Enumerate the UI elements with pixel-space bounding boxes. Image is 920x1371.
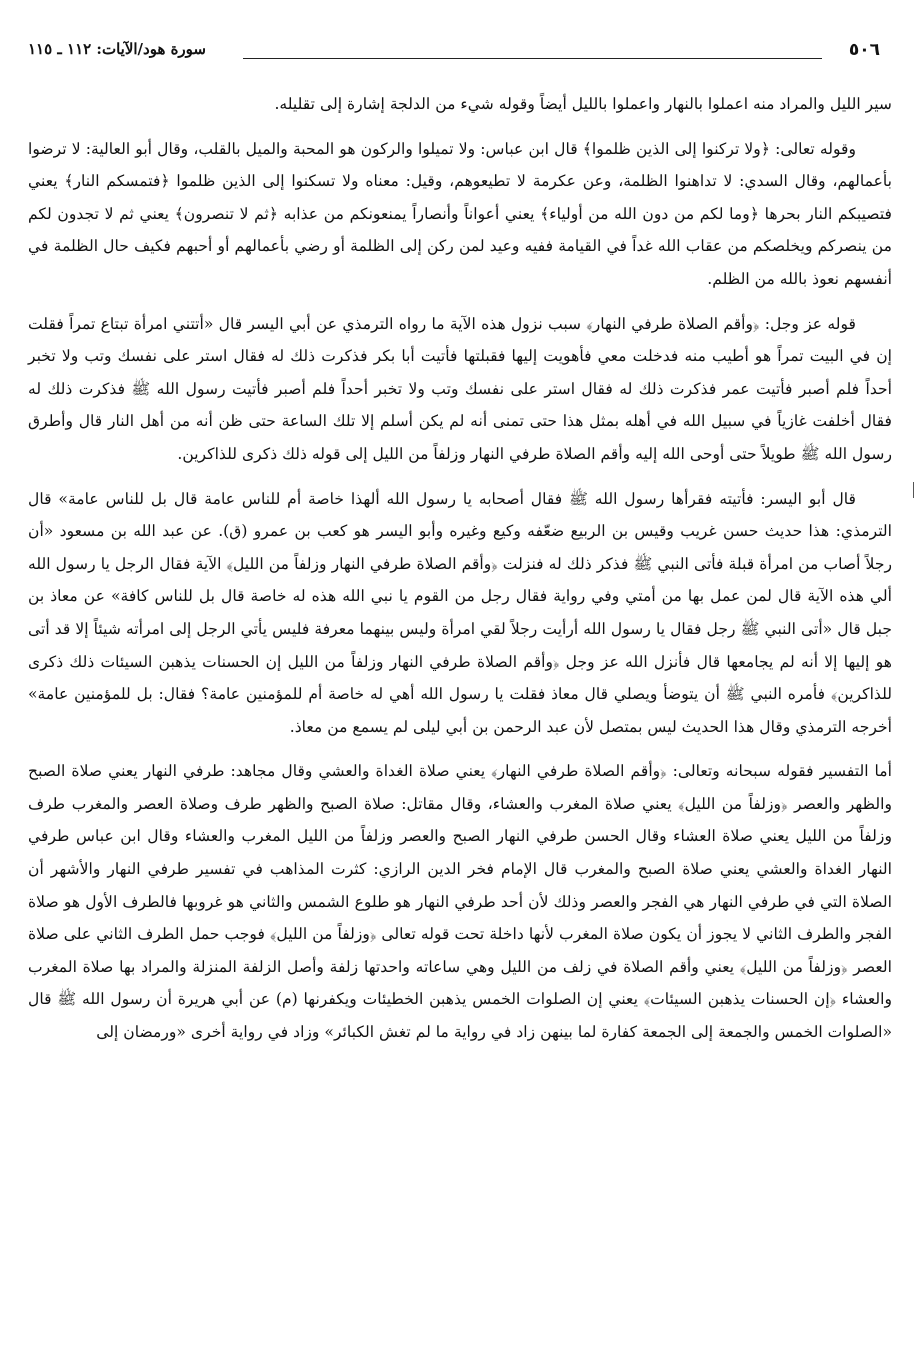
page-header xyxy=(28,38,880,68)
paragraph-abu-al-yusr: قال أبو اليسر: فأتيته فقرأها رسول الله ﷺ فقال أصحابه يا رسول الله ألهذا خاصة أم للناس عامة قال بل للناس عامة» قال الترمذي: هذا حديث حسن غريب وقيس بن الربيع ضعّفه وكيع وغيره وأبو اليسر هو كعب بن عمرو (ق). عن عبد الله بن مسعود «أن رجلاً أصاب من امرأة قبلة فأتى النبي ﷺ فذكر ذلك له فنزلت ﴿وأقم الصلاة طرفي النهار وزلفاً من الليل﴾ الآية فقال الرجل يا رسول الله ألي هذه الآية قال لمن عمل بها من أمتي وفي رواية فقال رجل من القوم يا نبي الله هذه له خاصة قال بل للناس كافة» عن معاذ بن جبل قال «أتى النبي ﷺ رجل فقال يا رسول الله أرأيت رجلاً لقي امرأة وليس بينهما معرفة فليس يأتي الرجل إلى امرأته شيئاً إلا قد أتى هو إليها إلا أنه لم يجامعها قال فأنزل الله عز وجل ﴿وأقم الصلاة طرفي النهار وزلفاً من الليل إن الحسنات يذهبن السيئات ذلك ذكرى للذاكرين﴾ فأمره النبي ﷺ أن يتوضأ ويصلي قال معاذ فقلت يا رسول الله أهي له خاصة أم للمؤمنين عامة؟ فقال: بل للمؤمنين عامة» أخرجه الترمذي وقال هذا الحديث ليس بمتصل لأن عبد الرحمن بن أبي ليلى لم يسمع من معاذ. xyxy=(28,489,892,736)
paragraph-continuation: سير الليل والمراد منه اعملوا بالنهار واعملوا بالليل أيضاً وقوله شيء من الدلجة إشارة إلى تقليله. xyxy=(274,95,892,113)
header-rule xyxy=(243,58,822,59)
paragraph-la-tarkanu: وقوله تعالى: ﴿ولا تركنوا إلى الذين ظلموا﴾ قال ابن عباس: ولا تميلوا والركون هو المحبة والميل بالقلب، وقال أبو العالية: لا ترضوا بأعمالهم، وقال السدي: لا تداهنوا الظلمة، وعن عكرمة لا تطيعوهم، وقيل: معناه ولا تسكنوا إلى الذين ظلموا ﴿فتمسكم النار﴾ يعني فتصيبكم النار بحرها ﴿وما لكم من دون الله من أولياء﴾ يعني أعواناً وأنصاراً يمنعونكم من عذابه ﴿ثم لا تنصرون﴾ يعني ثم لا تجدون لكم من ينصركم ويخلصكم من عقاب الله غداً في القيامة ففيه وعيد لمن ركن إلى الظلمة أو رضي بأعمالهم أو أحبهم فكيف حال الظلمة في أنفسهم نعوذ بالله من الظلم. xyxy=(28,139,892,288)
page-number: ٥٠٦ xyxy=(848,40,880,60)
margin-mark xyxy=(913,482,914,498)
running-title: سورة هود/الآيات: ١١٢ ـ ١١٥ xyxy=(28,40,206,58)
body-text xyxy=(28,88,892,1061)
paragraph-aqim-salat: قوله عز وجل: ﴿وأقم الصلاة طرفي النهار﴾ سبب نزول هذه الآية ما رواه الترمذي عن أبي اليسر قال «أتتني امرأة تبتاع تمراً فقلت إن في البيت تمراً هو أطيب منه فدخلت معي فأهويت إليها فقبلتها فأتيت أبا بكر فذكرت ذلك له فقال استر على نفسك وتب ولا تخبر أحداً فلم أصبر فأتيت عمر فذكرت ذلك له فقال استر على نفسك وتب ولا تخبر أحداً فلم أصبر فأتيت رسول الله ﷺ فذكرت ذلك له فقال أخلفت غازياً في سبيل الله في أهله بمثل هذا حتى تمنى أنه لم يكن أسلم إلا تلك الساعة حتى ظن أنه من أهل النار قال وأطرق رسول الله ﷺ طويلاً حتى أوحى الله إليه وأقم الصلاة طرفي النهار وزلفاً من الليل إلى قوله ذلك ذكرى للذاكرين. xyxy=(28,314,892,463)
paragraph-tafsir: أما التفسير فقوله سبحانه وتعالى: ﴿وأقم الصلاة طرفي النهار﴾ يعني صلاة الغداة والعشي وقال مجاهد: طرفي النهار يعني صلاة الصبح والظهر والعصر ﴿وزلفاً من الليل﴾ يعني صلاة المغرب والعشاء، وقال مقاتل: صلاة الصبح والظهر طرف وصلاة العصر والمغرب طرف وزلفاً من الليل يعني صلاة العشاء وقال الحسن طرفي النهار الصبح والعصر وزلفاً من الليل المغرب والعشاء وقال ابن عباس طرفي النهار الغداة والعشي يعني صلاة الصبح والمغرب قال الإمام فخر الدين الرازي: كثرت المذاهب في تفسير طرفي النهار والأشهر أن الصلاة التي في طرفي النهار هي الفجر والعصر وذلك لأن أحد طرفي النهار هو طلوع الشمس والثاني هو غروبها فالطرف الأول هو صلاة الفجر والطرف الثاني لا يجوز أن يكون صلاة المغرب لأنها داخلة تحت قوله تعالى ﴿وزلفاً من الليل﴾ فوجب حمل الطرف الثاني على صلاة العصر ﴿وزلفاً من الليل﴾ يعني وأقم الصلاة في زلف من الليل وهي ساعاته واحدتها زلفة وأصل الزلفة المنزلة والمراد بها صلاة المغرب والعشاء ﴿إن الحسنات يذهبن السيئات﴾ يعني إن الصلوات الخمس يذهبن الخطيئات ويكفرنها (م) عن أبي هريرة أن رسول الله ﷺ قال «الصلوات الخمس والجمعة إلى الجمعة كفارة لما بينهن زاد في رواية ما لم تغش الكبائر» وزاد في رواية أخرى «ورمضان إلى xyxy=(28,762,892,1042)
